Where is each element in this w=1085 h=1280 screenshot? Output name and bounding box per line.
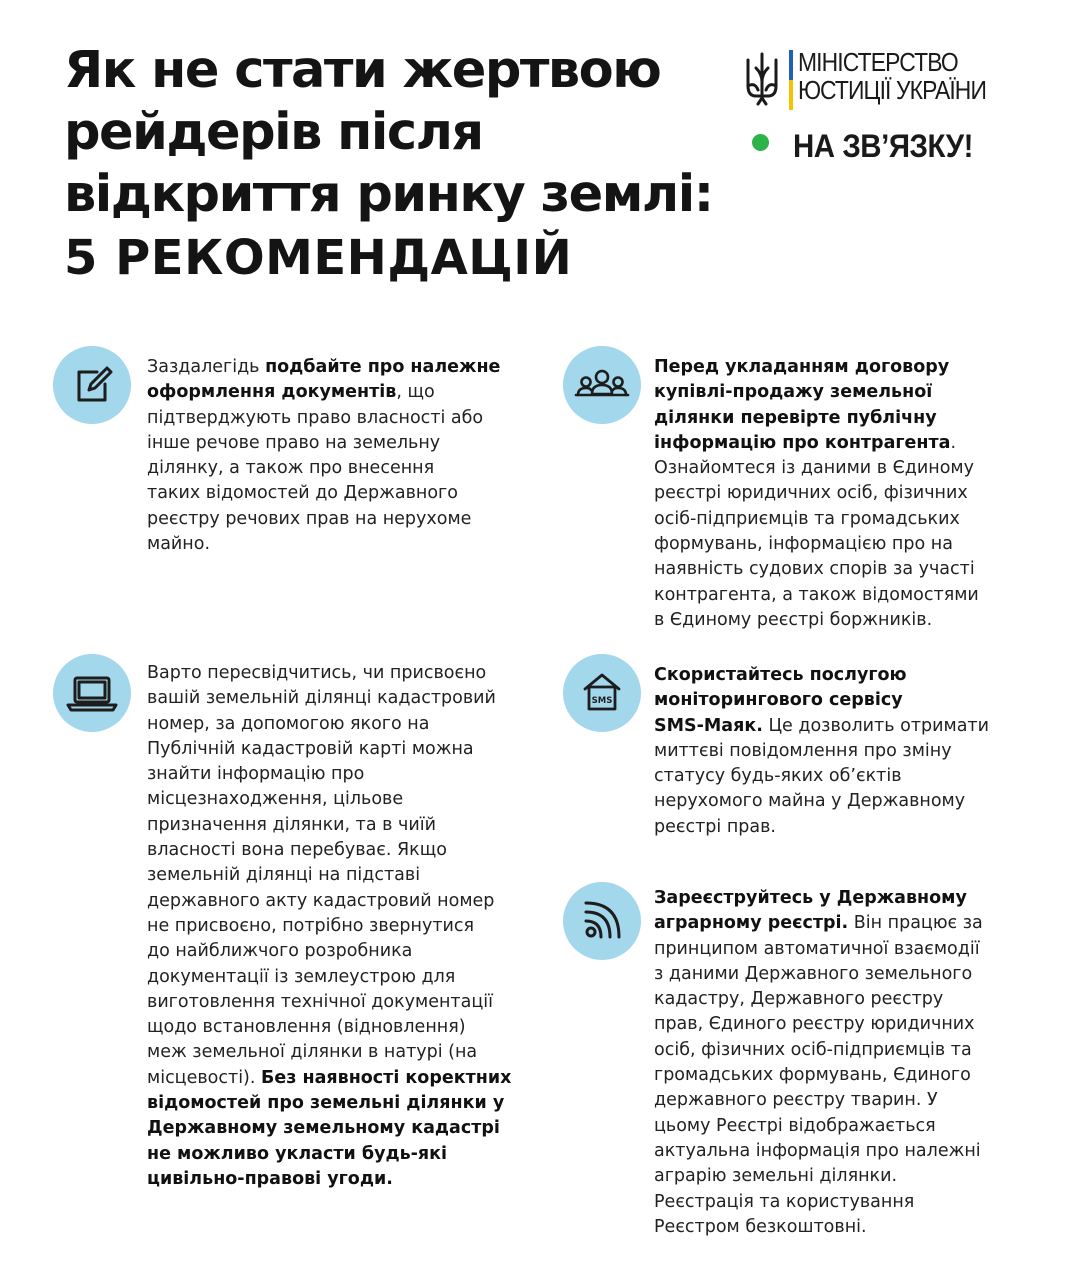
text-line	[654, 481, 979, 506]
regular-text: Заздалегідь	[147, 357, 266, 377]
regular-text: ділянку, а також про внесення	[147, 458, 435, 479]
text-line	[147, 762, 511, 787]
text-line	[147, 1091, 511, 1116]
page-title	[64, 40, 713, 226]
regular-text: інше речове право на земельну	[147, 432, 441, 453]
bold-text: відомостей про земельні ділянки у	[147, 1093, 505, 1114]
regular-text: актуальна інформація про належні	[654, 1140, 981, 1161]
text-line	[654, 1088, 983, 1113]
text-line	[654, 886, 983, 911]
regular-text: формувань, інформацією про на	[654, 534, 953, 555]
regular-text: до найближчого розробника	[147, 941, 413, 962]
text-line	[654, 937, 983, 962]
page-subtitle: 5 РЕКОМЕНДАЦІЙ	[64, 230, 573, 286]
regular-text: місцевості).	[147, 1067, 262, 1088]
regular-text: принципом автоматичної взаємодії	[654, 938, 980, 959]
text-line	[147, 507, 500, 532]
ministry-name-line: МІНІСТЕРСТВО	[798, 47, 958, 77]
text-line	[147, 889, 511, 914]
text-line	[654, 789, 989, 814]
text-line	[654, 987, 983, 1012]
regular-text: щодо встановлення (відновлення)	[147, 1017, 466, 1038]
rss-signal-icon	[563, 882, 641, 960]
regular-text: цьому Реєстрі відображається	[654, 1115, 936, 1136]
text-line	[147, 712, 511, 737]
text-line	[147, 914, 511, 939]
regular-text: Варто пересвідчитись, чи присвоєно	[147, 663, 487, 683]
ministry-name	[798, 48, 986, 104]
text-line	[147, 1167, 511, 1192]
regular-text: меж земельної ділянки в натурі (на	[147, 1042, 478, 1063]
text-line	[654, 431, 979, 456]
trident-icon	[742, 50, 782, 106]
regular-text: номер, за допомогою якого на	[147, 713, 430, 734]
regular-text: земельній ділянці на підставі	[147, 865, 421, 886]
text-line	[654, 688, 989, 713]
slogan-text: НА ЗВ’ЯЗКУ!	[793, 128, 973, 164]
title-line: відкриття ринку землі:	[64, 165, 713, 224]
title-line: рейдерів після	[64, 103, 483, 162]
regular-text: таких відомостей до Державного	[147, 483, 458, 504]
sms-label: SMS	[591, 696, 613, 706]
text-line	[654, 1215, 983, 1240]
slogan	[752, 126, 989, 166]
text-line	[147, 686, 511, 711]
regular-text: Реєстром безкоштовні.	[654, 1216, 867, 1237]
text-line	[147, 355, 500, 380]
text-line	[147, 1142, 511, 1167]
regular-text: осіб, фізичних осіб-підприємців та	[654, 1039, 972, 1060]
text-line	[147, 456, 500, 481]
text-line	[654, 1063, 983, 1088]
bold-text: Скористайтесь послугою	[654, 665, 907, 685]
regular-text: власності вона перебуває. Якщо	[147, 840, 447, 861]
regular-text: призначення ділянки, та в чиїй	[147, 814, 436, 835]
regular-text: осіб-підприємців та громадських	[654, 508, 960, 529]
ministry-logo	[742, 46, 1022, 116]
recommendation-5-text	[654, 886, 983, 1240]
text-line	[147, 661, 511, 686]
regular-text: вашій земельній ділянці кадастровий	[147, 688, 496, 709]
text-line	[147, 1015, 511, 1040]
regular-text: громадських формувань, Єдиного	[654, 1065, 971, 1086]
bold-text: інформацію про контрагента	[654, 432, 951, 453]
regular-text: місцезнаходження, цільове	[147, 789, 404, 810]
ministry-name-line: ЮСТИЦІЇ УКРАЇНИ	[798, 75, 987, 105]
recommendation-1-text	[147, 355, 500, 557]
regular-text: Це дозволить отримати	[762, 715, 989, 736]
bold-text: оформлення документів	[147, 382, 397, 403]
regular-text: з даними Державного земельного	[654, 963, 973, 984]
regular-text: реєстрі прав.	[654, 816, 776, 837]
text-line	[654, 962, 983, 987]
regular-text: контрагента, а також відомостями	[654, 584, 979, 605]
bold-text: Без наявності коректних	[261, 1067, 512, 1088]
bold-text: моніторингового сервісу	[654, 690, 903, 711]
regular-text: майно.	[147, 534, 211, 555]
text-line	[654, 507, 979, 532]
text-line	[147, 532, 500, 557]
regular-text: виготовлення технічної документації	[147, 991, 493, 1012]
regular-text: Публічній кадастровій карті можна	[147, 738, 474, 759]
text-line	[654, 456, 979, 481]
text-line	[654, 608, 979, 633]
recommendation-2-text	[654, 355, 979, 633]
green-dot-icon	[752, 134, 769, 151]
text-line	[147, 939, 511, 964]
text-line	[654, 663, 989, 688]
bold-text: Державному земельному кадастрі	[147, 1118, 500, 1139]
regular-text: кадастру, Державного реєстру	[654, 989, 944, 1010]
text-line	[654, 1164, 983, 1189]
regular-text: прав, Єдиного реєстру юридичних	[654, 1014, 975, 1035]
text-line	[654, 1012, 983, 1037]
text-line	[147, 965, 511, 990]
text-line	[654, 355, 979, 380]
text-line	[147, 406, 500, 431]
recommendation-4-text	[654, 663, 989, 840]
regular-text: підтверджують право власності або	[147, 407, 484, 428]
text-line	[147, 1116, 511, 1141]
text-line	[147, 380, 500, 405]
text-line	[654, 532, 979, 557]
text-line	[654, 380, 979, 405]
bold-text: SMS-Маяк.	[654, 715, 763, 736]
regular-text: статусу будь-яких об’єктів	[654, 766, 902, 787]
title-line: Як не стати жертвою	[64, 41, 661, 100]
laptop-icon	[53, 654, 131, 732]
bold-text: Перед укладанням договору	[654, 357, 950, 377]
regular-text: документації із землеустрою для	[147, 966, 456, 987]
text-line	[654, 583, 979, 608]
regular-text: знайти інформацію про	[147, 764, 365, 785]
text-line	[654, 911, 983, 936]
regular-text: наявність судових спорів за участі	[654, 559, 975, 580]
text-line	[147, 990, 511, 1015]
text-line	[654, 1114, 983, 1139]
bold-text: цивільно-правові угоди.	[147, 1168, 393, 1189]
bold-text: подбайте про належне	[265, 357, 501, 377]
regular-text: в Єдиному реєстрі боржників.	[654, 609, 933, 630]
regular-text: Реєстрація та користування	[654, 1191, 915, 1212]
text-line	[654, 406, 979, 431]
text-line	[147, 737, 511, 762]
regular-text: , що	[396, 382, 435, 403]
text-line	[654, 1038, 983, 1063]
people-group-icon	[563, 346, 641, 424]
flag-bar-yellow	[789, 80, 793, 110]
text-line	[147, 838, 511, 863]
text-line	[654, 557, 979, 582]
bold-text: не можливо укласти будь-які	[147, 1143, 448, 1164]
regular-text: Він працює за	[848, 913, 983, 934]
regular-text: Ознайомтеся із даними в Єдиному	[654, 458, 974, 479]
regular-text: .	[950, 432, 957, 453]
flag-bar-blue	[789, 50, 793, 80]
text-line	[147, 787, 511, 812]
regular-text: державного реєстру тварин. У	[654, 1090, 938, 1111]
regular-text: державного акту кадастровий номер	[147, 890, 495, 911]
regular-text: аграрію земельні ділянки.	[654, 1166, 898, 1187]
text-line	[147, 863, 511, 888]
regular-text: не присвоєно, потрібно звернутися	[147, 915, 475, 936]
text-line	[147, 813, 511, 838]
sms-house-icon	[563, 654, 641, 732]
edit-document-icon	[53, 346, 131, 424]
recommendation-3-text	[147, 661, 511, 1192]
regular-text: нерухомого майна у Державному	[654, 791, 966, 812]
text-line	[654, 764, 989, 789]
text-line	[654, 714, 989, 739]
bold-text: Зареєструйтесь у Державному	[654, 888, 967, 908]
text-line	[147, 1066, 511, 1091]
text-line	[654, 1139, 983, 1164]
regular-text: реєстрі юридичних осіб, фізичних	[654, 483, 968, 504]
text-line	[654, 1190, 983, 1215]
text-line	[147, 481, 500, 506]
bold-text: ділянки перевірте публічну	[654, 407, 937, 428]
text-line	[147, 1040, 511, 1065]
bold-text: аграрному реєстрі.	[654, 913, 849, 934]
bold-text: купівлі-продажу земельної	[654, 382, 933, 403]
regular-text: миттєві повідомлення про зміну	[654, 740, 952, 761]
text-line	[654, 815, 989, 840]
text-line	[654, 739, 989, 764]
text-line	[147, 431, 500, 456]
regular-text: реєстру речових прав на нерухоме	[147, 508, 472, 529]
